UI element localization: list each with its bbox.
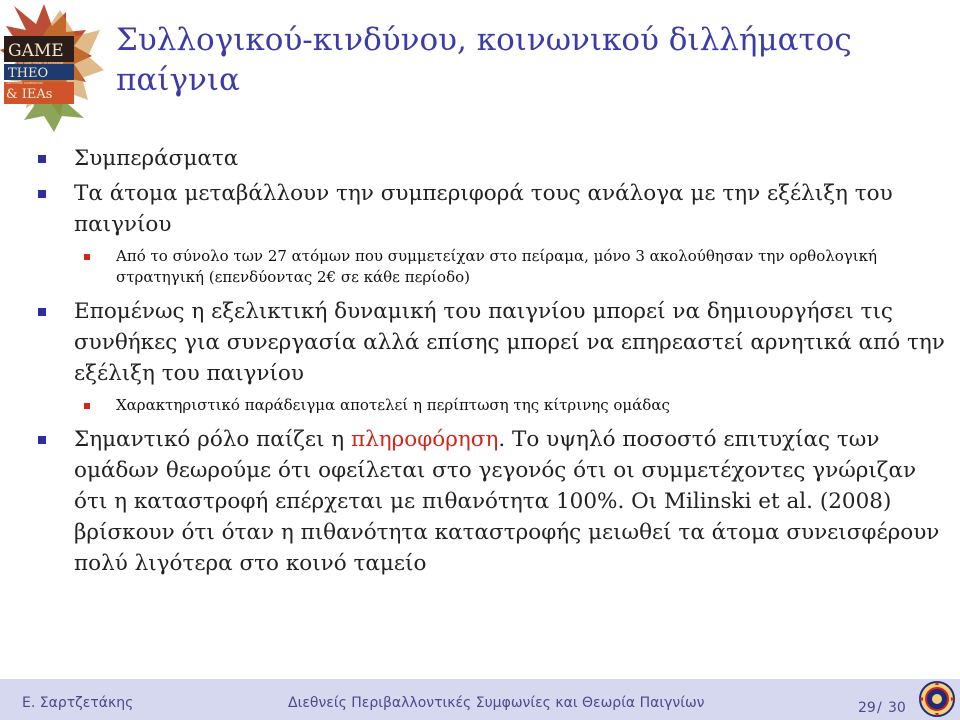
page-total: 30 bbox=[888, 700, 906, 716]
bullet-item bbox=[38, 178, 948, 240]
page-separator: / bbox=[877, 700, 882, 716]
sub-bullet-text: Χαρακτηριστικό παράδειγμα αποτελεί η περίπτωση της κίτρινης ομάδας bbox=[116, 396, 670, 414]
logo-tiny-text-1: HOW TO USE GAME THEORY TO DETERMINE bbox=[6, 62, 64, 65]
square-bullet-icon bbox=[38, 436, 46, 444]
square-sub-bullet-icon bbox=[84, 254, 90, 260]
bullet-item bbox=[38, 143, 948, 174]
logo-tiny-text-2: AND EXTEND COOPERATION bbox=[6, 82, 43, 85]
slide-title: Συλλογικού-κινδύνου, κοινωνικού διλλήματος παίγνια bbox=[116, 22, 852, 98]
bullet-text: Επομένως η εξελικτική δυναμική του παιγνίου μπορεί να δημιουργήσει τις συνθήκες για συνεργασία αλλά επίσης μπορεί να επηρεαστεί αρνητικά από την εξέλιξη του παιγνίου bbox=[74, 299, 945, 386]
square-sub-bullet-icon bbox=[84, 403, 90, 409]
page-number: 29 bbox=[858, 700, 876, 716]
bullet-text-suffix: . Το υψηλό ποσοστό επιτυχίας των ομάδων θεωρούμε ότι οφείλεται στο γεγονός ότι οι συμμετέχοντες γνώριζαν ότι η καταστροφή επέρχεται με πιθανότητα 100%. Οι Milinski et al. (2008) βρίσκουν ότι όταν η πιθανότητα καταστροφής μειωθεί τα άτομα συνεισφέρουν πολύ λιγότερα στο κοινό ταμείο bbox=[74, 427, 940, 576]
square-bullet-icon bbox=[38, 155, 46, 163]
footer-author: Ε. Σαρτζετάκης bbox=[22, 695, 134, 711]
game-theory-logo bbox=[0, 0, 104, 132]
slide-content bbox=[38, 143, 948, 583]
sub-bullet-item bbox=[38, 246, 948, 288]
footer-bar bbox=[0, 679, 960, 720]
highlight-term: πληροφόρηση bbox=[351, 427, 499, 452]
bullet-item bbox=[38, 424, 948, 579]
footer-title: Διεθνείς Περιβαλλοντικές Συμφωνίες και Θεωρία Παιγνίων bbox=[288, 695, 705, 711]
sub-bullet-text: Από το σύνολο των 27 ατόμων που συμμετείχαν στο πείραμα, μόνο 3 ακολούθησαν την ορθολογική στρατηγική (επενδύοντας 2€ σε κάθε περίοδο) bbox=[116, 247, 877, 286]
square-bullet-icon bbox=[38, 190, 46, 198]
university-seal-icon bbox=[916, 679, 958, 719]
square-bullet-icon bbox=[38, 308, 46, 316]
sub-bullet-item bbox=[38, 395, 948, 416]
bullet-text: Τα άτομα μεταβάλλουν την συμπεριφορά τους ανάλογα με την εξέλιξη του παιγνίου bbox=[74, 181, 893, 237]
logo-text-game: GAME bbox=[8, 41, 64, 61]
bullet-text: Συμπεράσματα bbox=[74, 146, 239, 171]
bullet-item bbox=[38, 296, 948, 389]
logo-text-ieas: & IEAs bbox=[6, 87, 53, 102]
logo-text-theory: THEO bbox=[8, 66, 49, 81]
bullet-text-prefix: Σημαντικό ρόλο παίζει η bbox=[74, 427, 352, 452]
